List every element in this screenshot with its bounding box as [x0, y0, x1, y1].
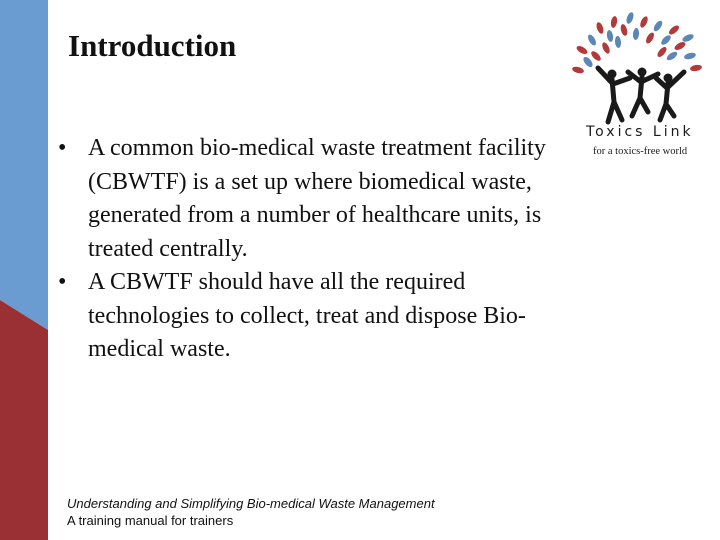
footer-subtitle: A training manual for trainers: [67, 513, 234, 528]
bullet-marker: •: [58, 135, 67, 161]
logo-figures: [598, 68, 684, 123]
logo-tagline: for a toxics-free world: [593, 146, 688, 157]
bullet-marker: •: [58, 269, 67, 295]
logo-name: Toxics Link: [586, 124, 694, 140]
bullet-text: A common bio-medical waste treatment facility (CBWTF) is a set up where biomedical waste, generated from a number of healthcare units, is treated centrally.: [88, 135, 546, 262]
bullet-list: [58, 132, 558, 367]
bullet-item: [58, 132, 558, 266]
blue-strip-segment: [0, 0, 48, 330]
side-color-strip: [0, 0, 48, 540]
bullet-text: A CBWTF should have all the required technologies to collect, treat and dispose Bio- medical waste.: [88, 269, 526, 362]
bullet-item: [58, 266, 558, 367]
footer: [67, 495, 435, 529]
red-strip-segment: [0, 300, 48, 540]
logo-leaves: [571, 12, 702, 74]
footer-title: Understanding and Simplifying Bio-medical Waste Management: [67, 496, 435, 511]
slide-title: Introduction: [68, 28, 237, 63]
